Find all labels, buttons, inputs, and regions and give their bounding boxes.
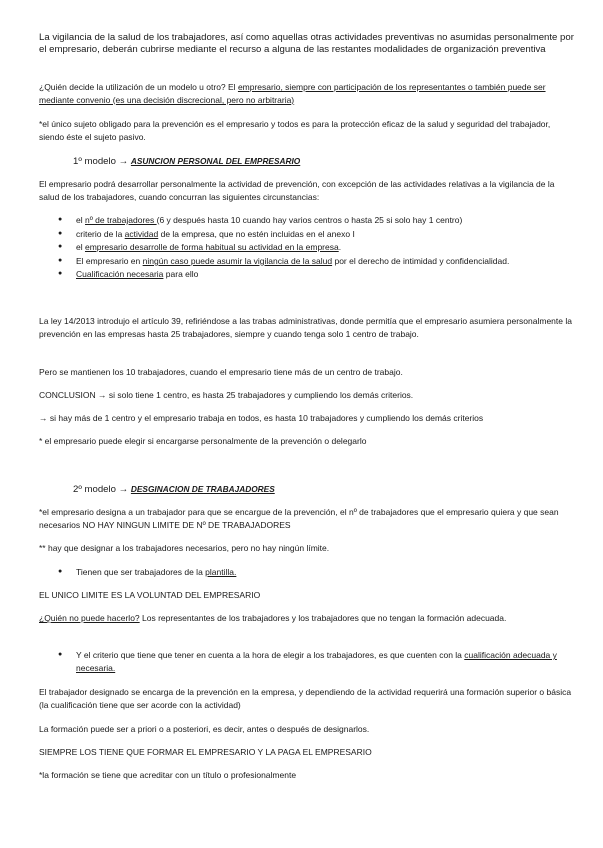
intro-paragraph: La vigilancia de la salud de los trabajadores, así como aquellas otras actividades preventivas no asumidas personalmente por el empresario, deberán cubrirse mediante el recurso a alguna de las restantes modalidades de organización preventiva	[39, 32, 574, 55]
modelo-1-label: ASUNCION PERSONAL DEL EMPRESARIO	[130, 156, 301, 166]
unico-limite-paragraph: EL UNICO LIMITE ES LA VOLUNTAD DEL EMPRESARIO	[39, 590, 261, 600]
mas-de-un-centro-paragraph: → si hay más de 1 centro y el empresario trabaja en todos, es hasta 10 trabajadores y cumpliendo los demás criterios	[39, 413, 484, 423]
empresario-podra-paragraph: El empresario podrá desarrollar personalmente la actividad de prevención, con excepción de las actividades relativas a la vigilancia de la salud de los trabajadores, cuando concurran las siguientes circunstancias:	[39, 179, 555, 202]
criterio-list	[58, 649, 575, 674]
siempre-paragraph: SIEMPRE LOS TIENE QUE FORMAR EL EMPRESARIO Y LA PAGA EL EMPRESARIO	[39, 747, 372, 757]
list-item: ● el empresario desarrolle de forma habitual su actividad en la empresa.	[58, 241, 575, 254]
unico-sujeto-paragraph: *el único sujeto obligado para la prevención es el empresario y todos es para la protección eficaz de la salud y seguridad del trabajador, siendo éste el sujeto pasivo.	[39, 119, 551, 142]
list-item: ● Tienen que ser trabajadores de la plantilla.	[58, 566, 575, 579]
hay-que-designar-paragraph: ** hay que designar a los trabajadores necesarios, pero no hay ningún límite.	[39, 543, 330, 553]
conclusion-paragraph: CONCLUSION → si solo tiene 1 centro, es hasta 25 trabajadores y cumpliendo los demás criterios.	[39, 390, 414, 400]
modelo-1-heading	[73, 155, 575, 168]
list-item: ● Cualificación necesaria para ello	[58, 268, 575, 281]
modelo-2-number: 2º modelo →	[73, 484, 131, 495]
acreditar-paragraph: *la formación se tiene que acreditar con un título o profesionalmente	[39, 770, 297, 780]
designado-paragraph: El trabajador designado se encarga de la prevención en la empresa, y dependiendo de la actividad requerirá una formación superior o básica (la cualificación tiene que ser acorde con la actividad)	[39, 687, 572, 710]
ley-paragraph: La ley 14/2013 introdujo el artículo 39, refiriéndose a las trabas administrativas, donde permitía que el empresario asumiera personalmente la prevención en las empresas hasta 25 trabajadores, siempre y cuando tenga solo 1 centro de trabajo.	[39, 316, 572, 339]
modelo-1-number: 1º modelo →	[73, 156, 131, 167]
circumstances-list	[58, 214, 575, 281]
list-item: ● el nº de trabajadores (6 y después hasta 10 cuando hay varios centros o hasta 25 si solo hay 1 centro)	[58, 214, 575, 227]
question-text: ¿Quién decide la utilización de un modelo u otro? El	[39, 82, 238, 92]
pero-paragraph: Pero se mantienen los 10 trabajadores, cuando el empresario tiene más de un centro de trabajo.	[39, 367, 403, 377]
elegir-paragraph: * el empresario puede elegir si encargarse personalmente de la prevención o delegarlo	[39, 436, 367, 446]
question-text: ¿Quién no puede hacerlo?	[39, 613, 140, 623]
list-item: ● criterio de la actividad de la empresa, que no estén incluidas en el anexo I	[58, 228, 575, 241]
question-who-decides	[39, 81, 575, 106]
designa-paragraph: *el empresario designa a un trabajador para que se encargue de la prevención, el nº de trabajadores que el empresario quiera y que sean necesarios NO HAY NINGUN LIMITE DE Nº DE TRABAJADORES	[39, 507, 559, 530]
plantilla-list	[58, 566, 575, 579]
question-answer: empresario, siempre con participación de los representantes o también puede ser mediante convenio (es una decisión discrecional, pero no arbitraria)	[39, 82, 546, 105]
formacion-paragraph: La formación puede ser a priori o a posteriori, es decir, antes o después de designarlos.	[39, 724, 370, 734]
modelo-2-heading	[73, 483, 575, 496]
modelo-2-label: DESGINACION DE TRABAJADORES	[130, 484, 275, 494]
list-item: ● Y el criterio que tiene que tener en cuenta a la hora de elegir a los trabajadores, es que cuenten con la cualificación adecuada y necesaria.	[58, 649, 575, 674]
question-who-cannot	[39, 612, 575, 625]
list-item: ● El empresario en ningún caso puede asumir la vigilancia de la salud por el derecho de intimidad y confidencialidad.	[58, 255, 575, 268]
question-answer: Los representantes de los trabajadores y los trabajadores que no tengan la formación adecuada.	[139, 613, 507, 623]
